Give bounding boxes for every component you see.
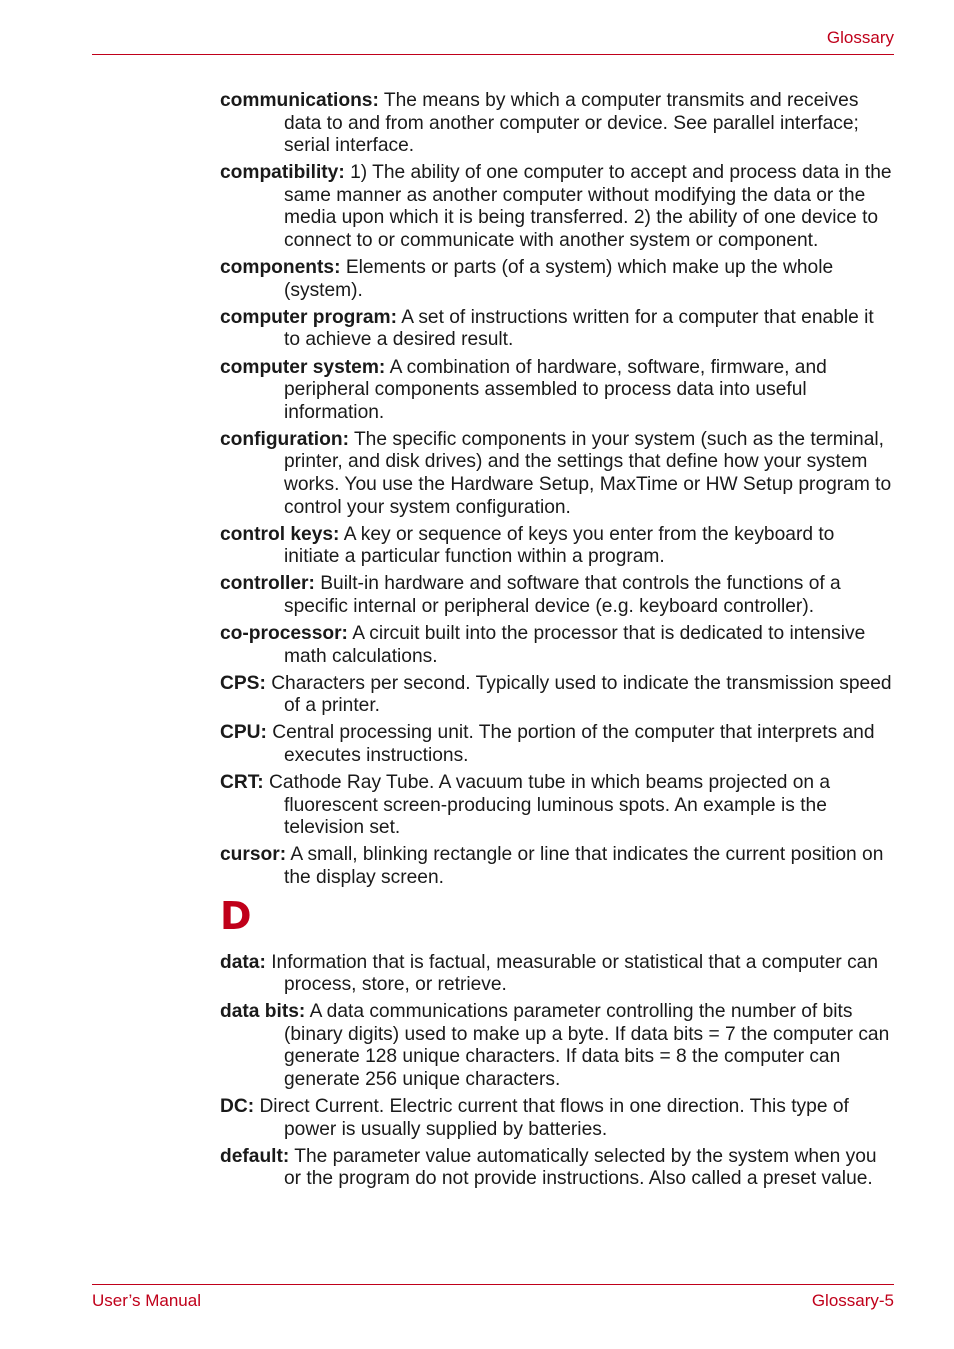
glossary-definition: Elements or parts (of a system) which make up the whole (system). <box>284 257 834 301</box>
glossary-definition: Central processing unit. The portion of the computer that interprets and executes instructions. <box>272 722 875 767</box>
glossary-term: cursor: <box>220 844 287 866</box>
glossary-term: DC: <box>220 1096 255 1118</box>
glossary-term: computer program: <box>220 306 397 328</box>
glossary-entry <box>220 1146 894 1191</box>
glossary-definition: A set of instructions written for a computer that enable it to achieve a desired result. <box>284 306 874 351</box>
glossary-term: default: <box>220 1145 290 1167</box>
glossary-entry <box>220 257 894 302</box>
glossary-entry <box>220 573 894 618</box>
glossary-entry <box>220 772 894 840</box>
glossary-term: controller: <box>220 573 315 595</box>
glossary-definition: A small, blinking rectangle or line that indicates the current position on the display screen. <box>284 844 884 888</box>
glossary-entry <box>220 1096 894 1141</box>
page-footer <box>92 1284 894 1315</box>
footer-page-number: Glossary-5 <box>811 1291 894 1310</box>
glossary-term: configuration: <box>220 428 349 450</box>
glossary-definition: A key or sequence of keys you enter from the keyboard to initiate a particular function within a program. <box>284 523 835 568</box>
glossary-entry <box>220 623 894 668</box>
glossary-section-c <box>220 90 894 890</box>
glossary-term: computer system: <box>220 356 386 378</box>
glossary-term: CPS: <box>220 672 266 694</box>
glossary-entry <box>220 524 894 569</box>
glossary-definition: Cathode Ray Tube. A vacuum tube in which beams projected on a fluorescent screen-producing luminous spots. An example is the television set. <box>269 772 831 839</box>
glossary-entry <box>220 357 894 425</box>
glossary-definition: A circuit built into the processor that is dedicated to intensive math calculations. <box>284 623 866 667</box>
glossary-term: communications: <box>220 90 379 111</box>
glossary-term: control keys: <box>220 523 340 545</box>
glossary-term: CRT: <box>220 772 264 794</box>
glossary-definition: The parameter value automatically selected by the system when you or the program do not provide instructions. Also called a preset value. <box>284 1145 877 1190</box>
glossary-entry <box>220 844 894 889</box>
glossary-definition: Direct Current. Electric current that flows in one direction. This type of power is usually supplied by batteries. <box>259 1096 849 1140</box>
glossary-entry <box>220 90 894 158</box>
glossary-definition: Built-in hardware and software that controls the functions of a specific internal or peripheral device (e.g. keyboard controller). <box>284 573 841 617</box>
glossary-definition: The means by which a computer transmits and receives data to and from another computer or device. See parallel interface; serial interface. <box>284 90 859 157</box>
glossary-term: data bits: <box>220 1001 306 1023</box>
glossary-content <box>220 90 894 1196</box>
glossary-definition: A combination of hardware, software, firmware, and peripheral components assembled to process data into useful information. <box>284 356 827 423</box>
glossary-term: co-processor: <box>220 623 348 645</box>
glossary-entry <box>220 952 894 997</box>
glossary-definition: Characters per second. Typically used to indicate the transmission speed of a printer. <box>271 672 892 717</box>
glossary-term: CPU: <box>220 722 267 744</box>
glossary-definition: A data communications parameter controlling the number of bits (binary digits) used to make up a byte. If data bits = 7 the computer can generate 128 unique characters. If data bits = 8 the computer can generate 256 unique characters. <box>284 1001 890 1091</box>
glossary-definition: Information that is factual, measurable or statistical that a computer can process, store, or retrieve. <box>271 951 879 996</box>
section-letter-d: D <box>220 893 252 938</box>
glossary-entry <box>220 722 894 767</box>
header-title: Glossary <box>826 28 894 47</box>
glossary-definition: The specific components in your system (such as the terminal, printer, and disk drives) and the settings that define how your system works. You use the Hardware Setup, MaxTime or HW Setup program to control your system configuration. <box>284 428 892 518</box>
footer-manual-title: User’s Manual <box>92 1291 201 1310</box>
glossary-definition: 1) The ability of one computer to accept and process data in the same manner as another computer without modifying the data or the media upon which it is being transferred. 2) the ability of one device to connect to or communicate with another system or component. <box>284 162 892 252</box>
glossary-term: data: <box>220 951 266 973</box>
glossary-entry <box>220 162 894 252</box>
page-header <box>92 26 894 55</box>
glossary-section-d <box>220 952 894 1191</box>
glossary-entry <box>220 429 894 519</box>
glossary-entry <box>220 673 894 718</box>
glossary-term: components: <box>220 257 341 279</box>
glossary-entry <box>220 307 894 352</box>
glossary-entry <box>220 1001 894 1091</box>
glossary-term: compatibility: <box>220 162 345 184</box>
